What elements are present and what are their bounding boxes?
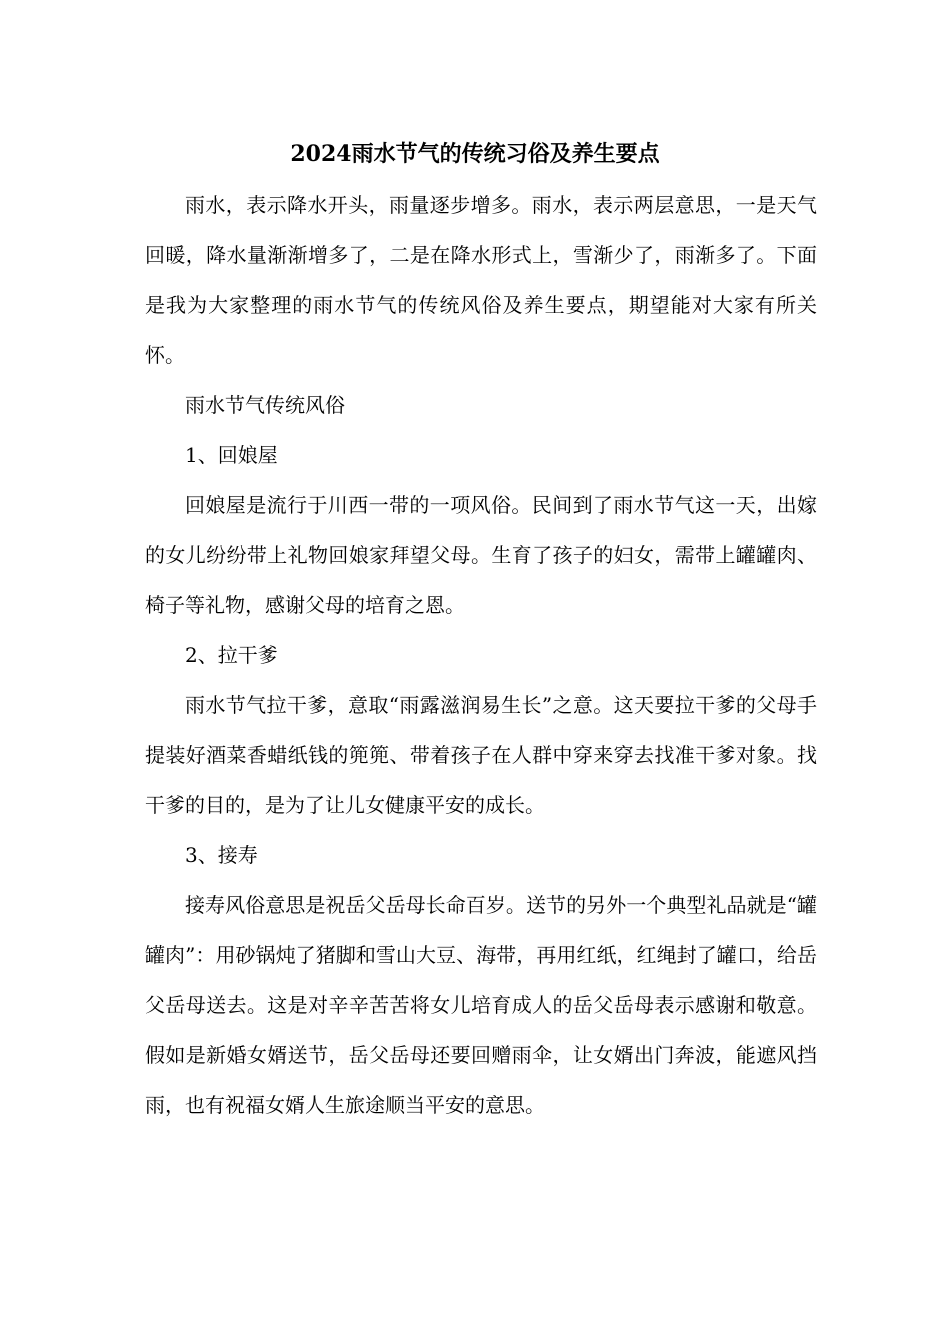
document-body [145, 180, 817, 1130]
paragraph-1: 回娘屋是流行于川西一带的一项风俗。民间到了雨水节气这一天，出嫁的女儿纷纷带上礼物回娘家拜望父母。生育了孩子的妇女，需带上罐罐肉、椅子等礼物，感谢父母的培育之恩。 [145, 493, 817, 617]
subheading-3: 3、接寿 [185, 843, 258, 867]
subheading-1: 1、回娘屋 [185, 443, 278, 467]
document-title: 2024雨水节气的传统习俗及养生要点 [290, 141, 660, 167]
paragraph-2: 雨水节气拉干爹，意取“雨露滋润易生长”之意。这天要拉干爹的父母手提装好酒菜香蜡纸钱的篼篼、带着孩子在人群中穿来穿去找准干爹对象。找干爹的目的，是为了让儿女健康平安的成长。 [145, 693, 817, 817]
paragraph-intro: 雨水，表示降水开头，雨量逐步增多。雨水，表示两层意思，一是天气回暖，降水量渐渐增多了，二是在降水形式上，雪渐少了，雨渐多了。下面是我为大家整理的雨水节气的传统风俗及养生要点，期望能对大家有所关怀。 [145, 193, 817, 367]
paragraph-3: 接寿风俗意思是祝岳父岳母长命百岁。送节的另外一个典型礼品就是“罐罐肉”：用砂锅炖了猪脚和雪山大豆、海带，再用红纸，红绳封了罐口，给岳父岳母送去。这是对辛辛苦苦将女儿培育成人的岳父岳母表示感谢和敬意。假如是新婚女婿送节，岳父岳母还要回赠雨伞，让女婿出门奔波，能遮风挡雨，也有祝福女婿人生旅途顺当平安的意思。 [145, 893, 817, 1117]
section-heading-customs: 雨水节气传统风俗 [185, 393, 345, 417]
subheading-2: 2、拉干爹 [185, 643, 278, 667]
